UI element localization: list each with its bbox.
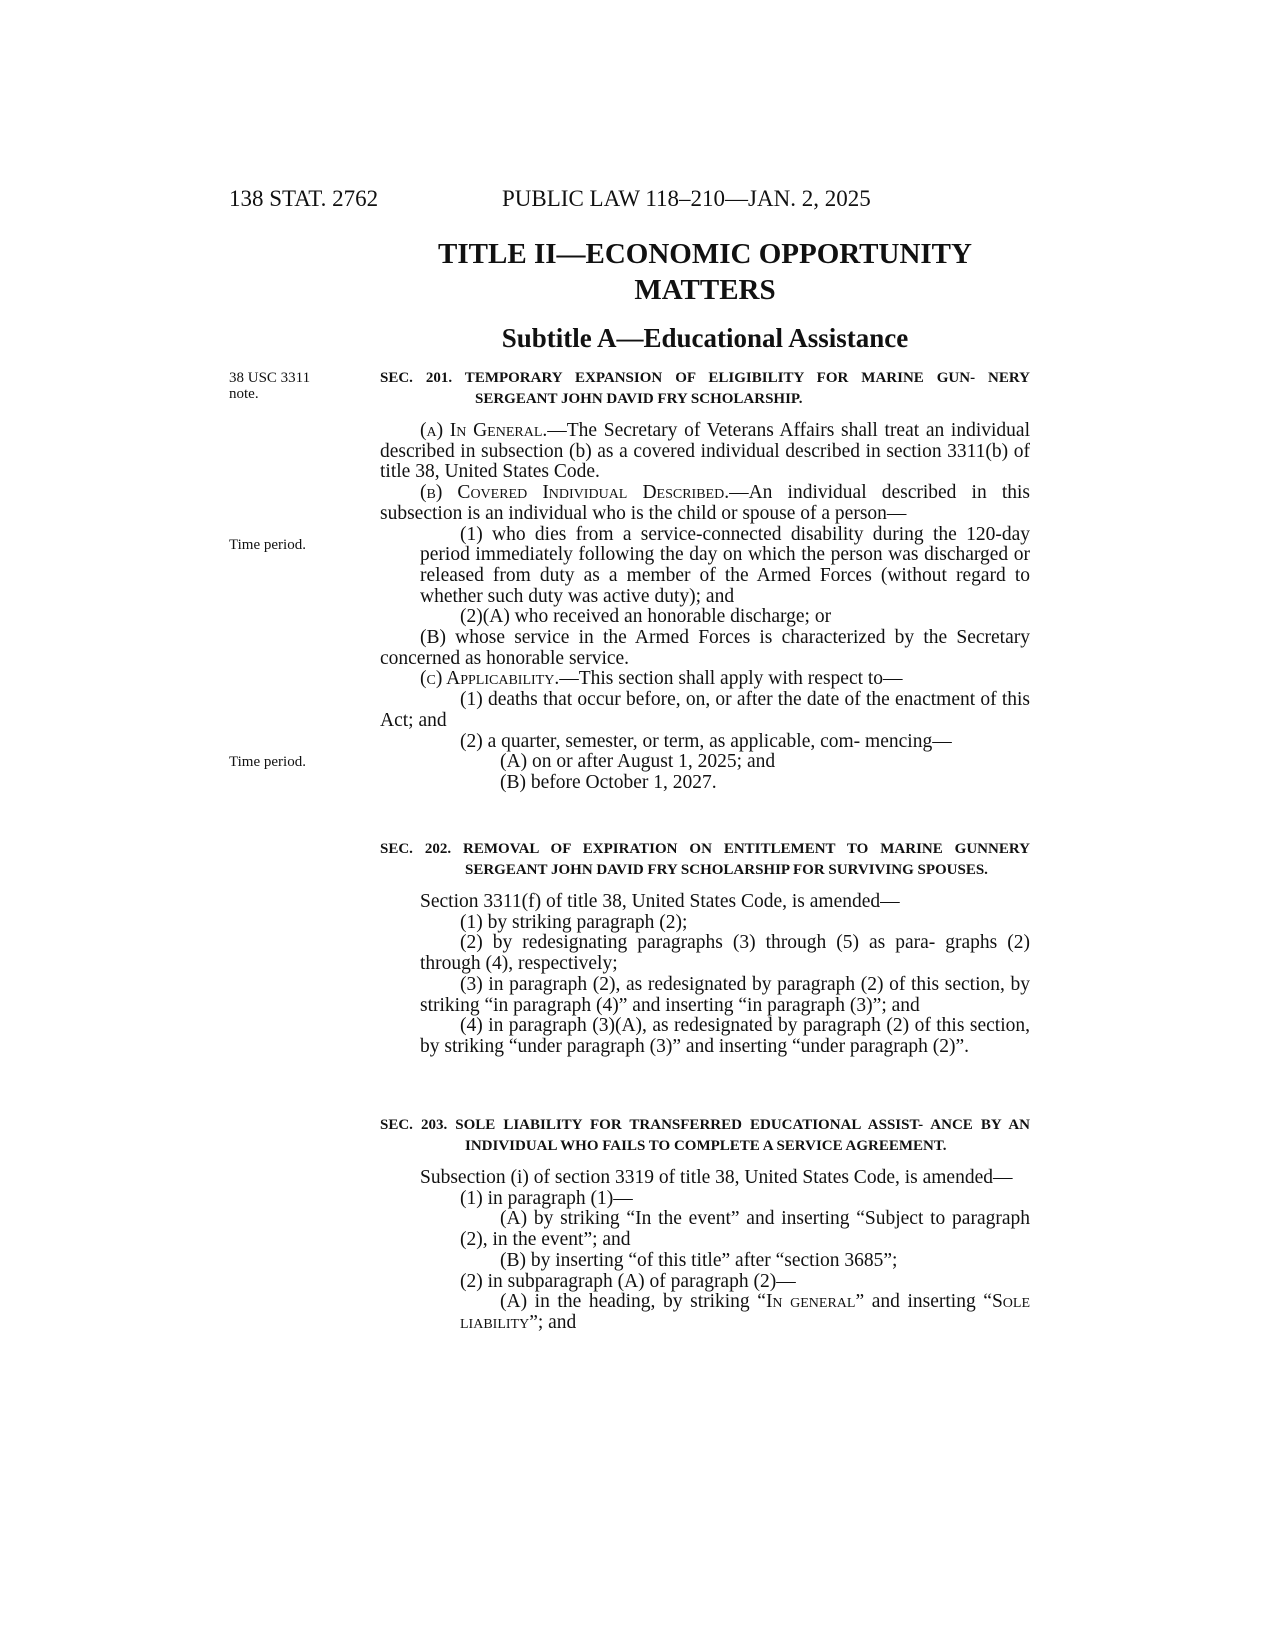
page-header — [229, 186, 1275, 220]
sec202-para-1: (1) by striking paragraph (2); — [460, 911, 688, 933]
title-line-2: MATTERS — [634, 274, 776, 306]
title-line-1: TITLE II—ECONOMIC OPPORTUNITY — [438, 238, 972, 270]
sec201-b-para-2a: (2)(A) who received an honorable discharge; or — [460, 606, 832, 628]
margin-note-usc-line1: 38 USC 3311 — [229, 370, 311, 386]
subtitle-heading: Subtitle A—Educational Assistance — [501, 323, 909, 353]
section-201-heading: SEC. 201. TEMPORARY EXPANSION OF ELIGIBILITY FOR MARINE GUN- NERY SERGEANT JOHN DAVID FRY SCHOLARSHIP. — [380, 370, 1030, 407]
margin-note-time-period-2: Time period. — [229, 754, 306, 770]
sec201-c-para-2: (2) a quarter, semester, or term, as applicable, com- mencing— — [460, 730, 952, 752]
sec203-2a-text-2: ” and inserting “ — [855, 1291, 992, 1313]
margin-note-time-period-1: Time period. — [229, 537, 306, 553]
sec203-para-1a: (A) by striking “In the event” and inserting “Subject to paragraph (2), in the event”; and — [460, 1208, 1030, 1251]
sec201-c-para-2a: (A) on or after August 1, 2025; and — [500, 751, 776, 773]
sec201-c-text: —This section shall apply with respect to— — [559, 668, 903, 690]
sec201-b-text: —An individual described in this subsection is an individual who is the child or spouse of a person— — [380, 482, 1030, 524]
sec201-a-text: —The Secretary of Veterans Affairs shall treat an individual described in subsection (b) as a covered individual described in section 3311(b) of title 38, United States Code. — [380, 420, 1031, 483]
law-citation: PUBLIC LAW 118–210—JAN. 2, 2025 — [502, 186, 871, 211]
sec203-para-1b: (B) by inserting “of this title” after “section 3685”; — [500, 1249, 898, 1271]
sec203-para-1: (1) in paragraph (1)— — [460, 1187, 633, 1209]
sec203-2a-text-3: ”; and — [529, 1311, 577, 1333]
sec203-intro: Subsection (i) of section 3319 of title 38, United States Code, is amended— — [420, 1167, 1013, 1188]
sec203-2a-text-1: (A) in the heading, by striking “ — [500, 1291, 766, 1313]
sec201-subsection-c — [380, 669, 1030, 690]
sec201-c-para-2b: (B) before October 1, 2027. — [500, 771, 717, 793]
sec202-para-3: (3) in paragraph (2), as redesignated by paragraph (2) of this section, by striking “in paragraph (4)” and inserting “in paragraph (3)”; and — [420, 973, 1030, 1016]
sec201-subsection-b — [380, 483, 1030, 524]
sec201-subsection-a — [380, 421, 1030, 483]
section-202 — [380, 839, 1030, 1058]
stat-reference: 138 STAT. 2762 — [229, 186, 379, 211]
sec202-para-4: (4) in paragraph (3)(A), as redesignated by paragraph (2) of this section, by striking “under paragraph (3)” and inserting “under paragraph (2)”. — [420, 1015, 1030, 1057]
sec202-para-2: (2) by redesignating paragraphs (3) through (5) as para- graphs (2) through (4), respectively; — [420, 932, 1030, 975]
margin-note-usc — [229, 370, 339, 402]
margin-note-usc-line2: note. — [229, 386, 259, 402]
sec201-a-label: (a) In General. — [420, 420, 548, 441]
sec203-2a-smallcaps-1: In general — [765, 1291, 856, 1313]
sec203-para-2a — [380, 1292, 1030, 1333]
sec201-b-para-1: (1) who dies from a service-connected disability during the 120-day period immediately following the day on which the person was discharged or released from duty as a member of the Armed Forces (without regard to whether such duty was active duty); and — [420, 523, 1030, 607]
sec202-intro: Section 3311(f) of title 38, United States Code, is amended— — [420, 891, 900, 912]
sec201-b-label: (b) Covered Individual Described. — [420, 482, 730, 504]
sec203-para-2: (2) in subparagraph (A) of paragraph (2)— — [460, 1270, 796, 1292]
sec201-c-label: (c) Applicability. — [420, 668, 560, 690]
sec203-2a-smallcaps-2: Sole liability — [460, 1291, 1030, 1333]
sec201-b-para-2b: (B) whose service in the Armed Forces is characterized by the Secretary concerned as honorable service. — [380, 627, 1030, 669]
section-201 — [380, 368, 1030, 794]
title-heading — [380, 236, 1030, 308]
sec201-c-para-1: (1) deaths that occur before, on, or after the date of the enactment of this Act; and — [380, 689, 1030, 731]
section-203 — [380, 1115, 1030, 1334]
section-203-heading: SEC. 203. SOLE LIABILITY FOR TRANSFERRED EDUCATIONAL ASSIST- ANCE BY AN INDIVIDUAL WHO FAILS TO COMPLETE A SERVICE AGREEMENT. — [380, 1117, 1030, 1154]
section-202-heading: SEC. 202. REMOVAL OF EXPIRATION ON ENTITLEMENT TO MARINE GUNNERY SERGEANT JOHN DAVID FRY SCHOLARSHIP FOR SURVIVING SPOUSES. — [380, 841, 1030, 878]
